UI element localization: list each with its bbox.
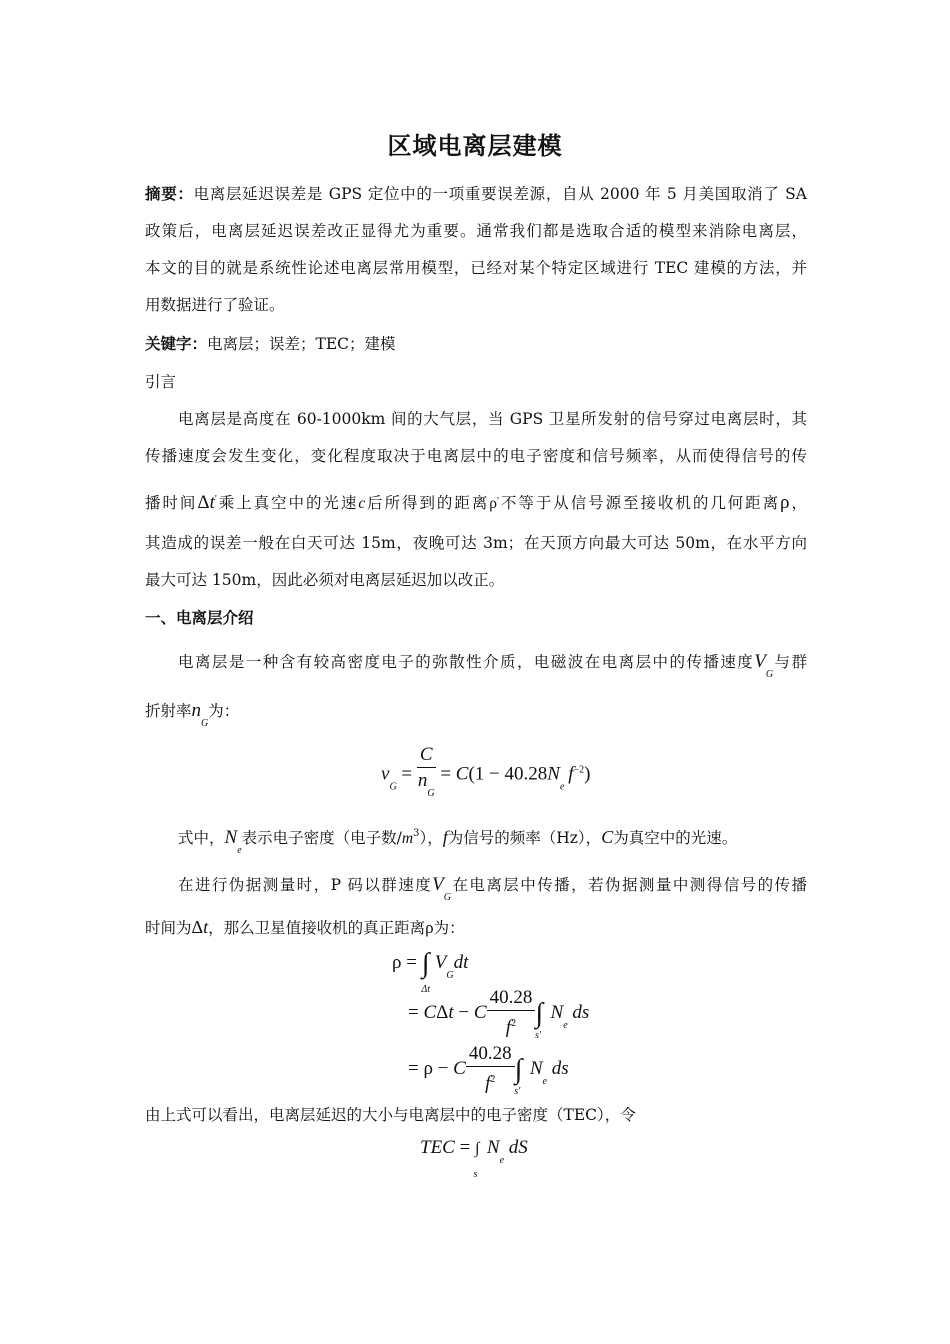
intro-line-2: 传播速度会发生变化，变化程度取决于电离层中的电子密度和信号频率，从而使得信号的传: [145, 447, 807, 465]
abstract-label: 摘要：: [145, 184, 194, 203]
equation-range-line-1: $\rho = \int_{\Delta t}$ $V_Gdt$: [392, 948, 469, 995]
keywords-text: 电离层；误差；TEC；建模: [207, 335, 396, 353]
keywords-label: 关键字：: [145, 334, 208, 353]
intro-heading: 引言: [145, 373, 177, 391]
intro-line-5: 最大可达 150m，因此必须对电离层延迟加以改正。: [145, 571, 505, 589]
abstract-line-1: 摘要：电离层延迟误差是 GPS 定位中的一项重要误差源，自从 2000 年 5 月美国取消了 SA: [145, 184, 807, 203]
equation-range-line-2: = CΔt − C $\frac{40.28}{f^2}$ $\int_{s'}$ $N_e$ ds: [408, 987, 590, 1041]
section-1-line-6: 由上式可以看出，电离层延迟的大小与电离层中的电子密度（TEC），令: [145, 1106, 636, 1124]
abstract-line-3: 本文的目的就是系统性论述电离层常用模型，已经对某个特定区域进行 TEC 建模的方法，并: [145, 259, 807, 277]
intro-line-4: 其造成的误差一般在白天可达 15m，夜晚可达 3m；在天顶方向最大可达 50m，在水平方向: [145, 534, 807, 552]
section-1-line-2: 折射率$n_G$为：: [145, 700, 240, 729]
equation-tec: TEC = $\int_s$ $N_e$ dS: [420, 1137, 528, 1180]
section-1-line-5: 时间为Δt，那么卫星值接收机的真正距离ρ为：: [145, 917, 465, 937]
section-1-line-1: 电离层是一种含有较高密度电子的弥散性介质，电磁波在电离层中的传播速度$V_G$与群: [178, 651, 807, 680]
equation-range-line-3: = ρ − C $\frac{40.28}{f^2}$ $\int_{s'}$ $N_e$ ds: [408, 1043, 569, 1097]
intro-line-1: 电离层是高度在 60-1000km 间的大气层，当 GPS 卫星所发射的信号穿过电离层时，其: [178, 410, 807, 428]
equation-group-velocity: $v_G$ = $\frac{C}{n_G}$ = $C(1 - 40.28N_e$ $f^{-2}$): [381, 744, 591, 799]
abstract-line-2: 政策后，电离层延迟误差改正显得尤为重要。通常我们都是选取合适的模型来消除电离层，: [145, 222, 807, 240]
abstract-line-4: 用数据进行了验证。: [145, 296, 285, 314]
intro-line-3: 播时间Δt'乘上真空中的光速c后所得到的距离ρ'不等于从信号源至接收机的几何距离ρ，: [145, 492, 807, 513]
section-1-line-3: 式中，$N_e$表示电子密度（电子数$/m^3$），f为信号的频率（Hz），C为真空中的光速。: [178, 827, 738, 856]
section-1-line-4: 在进行伪据测量时，P 码以群速度$V_G$在电离层中传播，若伪据测量中测得信号的传播: [178, 874, 807, 903]
page-title: 区域电离层建模: [387, 132, 563, 160]
section-1-heading: 一、电离层介绍: [145, 608, 254, 627]
keywords-line: [145, 333, 807, 355]
